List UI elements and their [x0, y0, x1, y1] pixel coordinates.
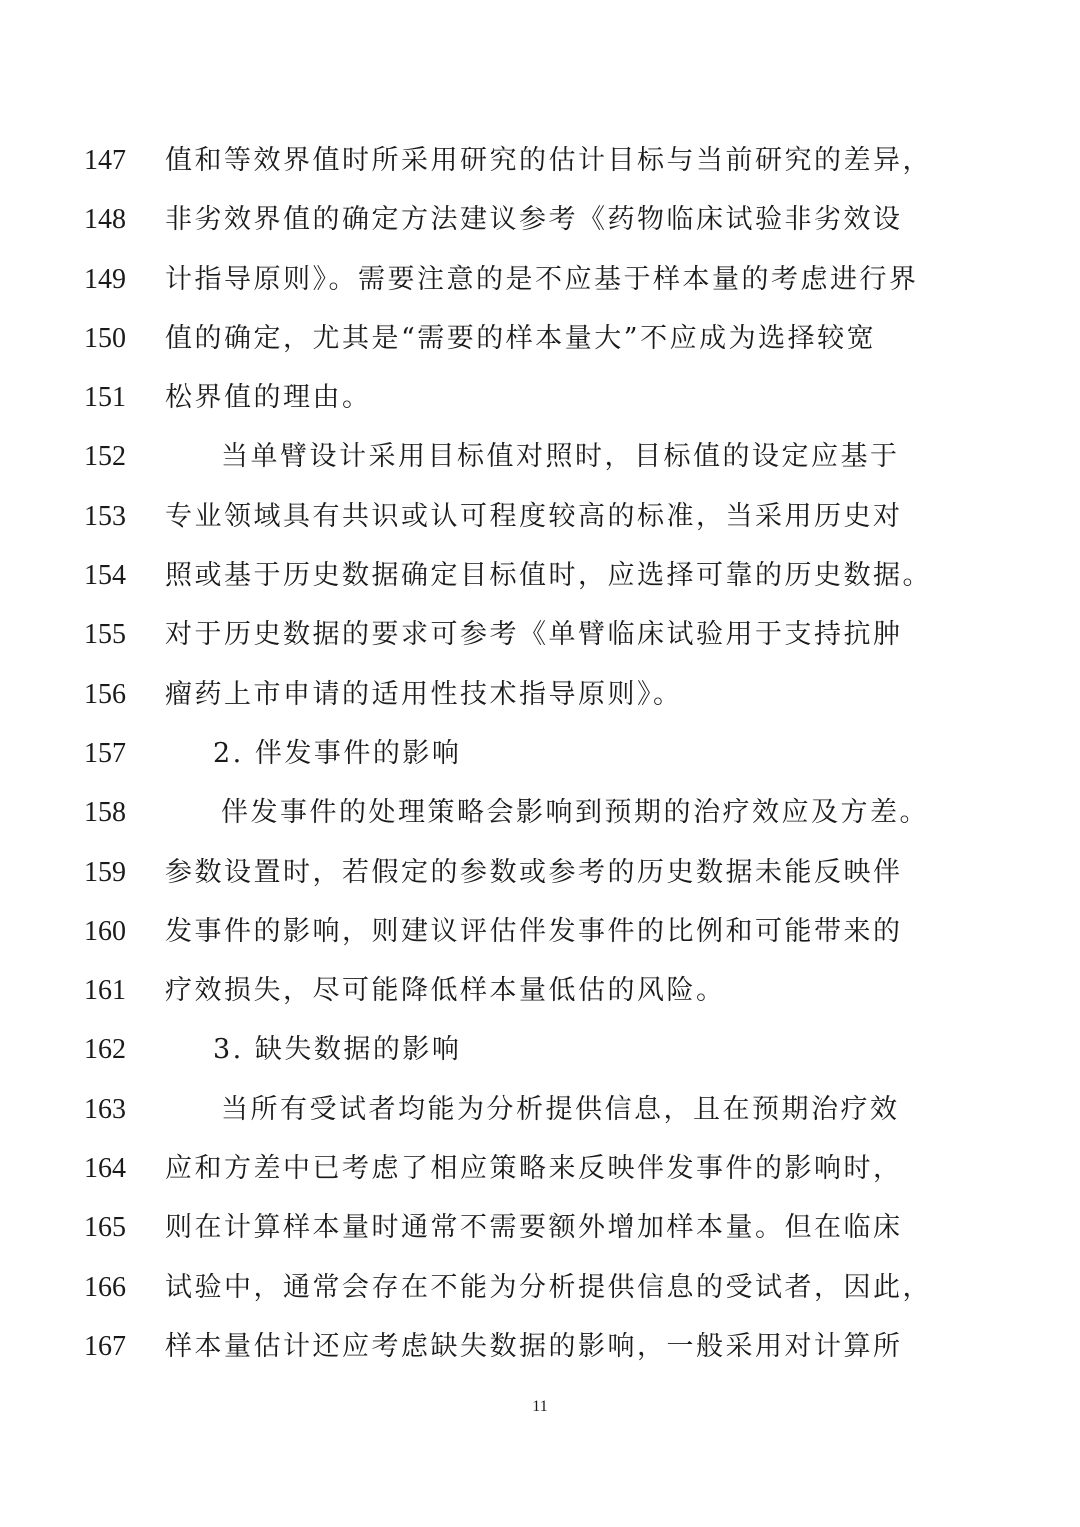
- line-number: 157: [84, 737, 126, 769]
- line-number: 164: [84, 1153, 126, 1185]
- line-number: 155: [84, 619, 126, 651]
- text-line: [0, 427, 1080, 486]
- text-line: [0, 961, 1080, 1020]
- line-number: 148: [84, 204, 126, 236]
- line-number: 154: [84, 560, 126, 592]
- text-line: [0, 309, 1080, 368]
- text-line: [0, 1139, 1080, 1198]
- text-line: [0, 190, 1080, 249]
- line-number: 159: [84, 856, 126, 888]
- text-line: [0, 843, 1080, 902]
- line-number: 166: [84, 1271, 126, 1303]
- line-text: 发事件的影响，则建议评估伴发事件的比例和可能带来的: [165, 915, 903, 947]
- line-text: 瘤药上市申请的适用性技术指导原则》。: [165, 678, 683, 710]
- line-number: 158: [84, 797, 126, 829]
- line-number: 160: [84, 915, 126, 947]
- text-line: [0, 902, 1080, 961]
- line-number: 153: [84, 500, 126, 532]
- line-text: 参数设置时，若假定的参数或参考的历史数据未能反映伴: [165, 856, 903, 888]
- line-text: 专业领域具有共识或认可程度较高的标准，当采用历史对: [165, 500, 903, 532]
- line-number: 152: [84, 441, 126, 473]
- line-number: 167: [84, 1330, 126, 1362]
- line-text: 疗效损失，尽可能降低样本量低估的风险。: [165, 975, 726, 1007]
- text-line: [0, 131, 1080, 190]
- line-text: 应和方差中已考虑了相应策略来反映伴发事件的影响时，: [165, 1153, 903, 1185]
- line-number: 156: [84, 678, 126, 710]
- line-text: 样本量估计还应考虑缺失数据的影响，一般采用对计算所: [165, 1330, 903, 1362]
- text-line: [0, 1198, 1080, 1257]
- line-text: 试验中，通常会存在不能为分析提供信息的受试者，因此，: [165, 1271, 932, 1303]
- text-line: [0, 368, 1080, 427]
- line-text: 当所有受试者均能为分析提供信息，且在预期治疗效: [221, 1093, 900, 1125]
- page-number: 11: [532, 1398, 548, 1415]
- line-text: 计指导原则》。需要注意的是不应基于样本量的考虑进行界: [165, 263, 919, 295]
- text-line: [0, 783, 1080, 842]
- line-number: 162: [84, 1034, 126, 1066]
- line-list: [0, 131, 1080, 1376]
- text-line: [0, 487, 1080, 546]
- line-text: 值和等效界值时所采用研究的估计目标与当前研究的差异，: [165, 145, 932, 176]
- section-heading: 2. 伴发事件的影响: [213, 737, 462, 769]
- line-text: 伴发事件的处理策略会影响到预期的治疗效应及方差。: [221, 797, 929, 829]
- line-number: 165: [84, 1212, 126, 1244]
- text-line: [0, 250, 1080, 309]
- line-number: 151: [84, 382, 126, 414]
- line-text: 当单臂设计采用目标值对照时，目标值的设定应基于: [221, 441, 900, 473]
- text-line: [0, 1080, 1080, 1139]
- text-line: [0, 1317, 1080, 1376]
- line-number: 161: [84, 975, 126, 1007]
- line-number: 163: [84, 1093, 126, 1125]
- text-line: [0, 546, 1080, 605]
- line-text: 照或基于历史数据确定目标值时，应选择可靠的历史数据。: [165, 560, 932, 592]
- section-heading: 3. 缺失数据的影响: [213, 1034, 462, 1066]
- line-number: 147: [84, 145, 126, 176]
- section-heading-line: [0, 724, 1080, 783]
- line-text: 对于历史数据的要求可参考《单臂临床试验用于支持抗肿: [165, 619, 903, 651]
- line-number: 149: [84, 263, 126, 295]
- line-text: 则在计算样本量时通常不需要额外增加样本量。但在临床: [165, 1212, 903, 1244]
- text-line: [0, 605, 1080, 664]
- text-line: [0, 1258, 1080, 1317]
- line-text: 值的确定，尤其是“需要的样本量大”不应成为选择较宽: [165, 322, 877, 354]
- text-line: [0, 665, 1080, 724]
- line-number: 150: [84, 322, 126, 354]
- line-text: 非劣效界值的确定方法建议参考《药物临床试验非劣效设: [165, 204, 903, 236]
- section-heading-line: [0, 1020, 1080, 1079]
- line-text: 松界值的理由。: [165, 382, 372, 414]
